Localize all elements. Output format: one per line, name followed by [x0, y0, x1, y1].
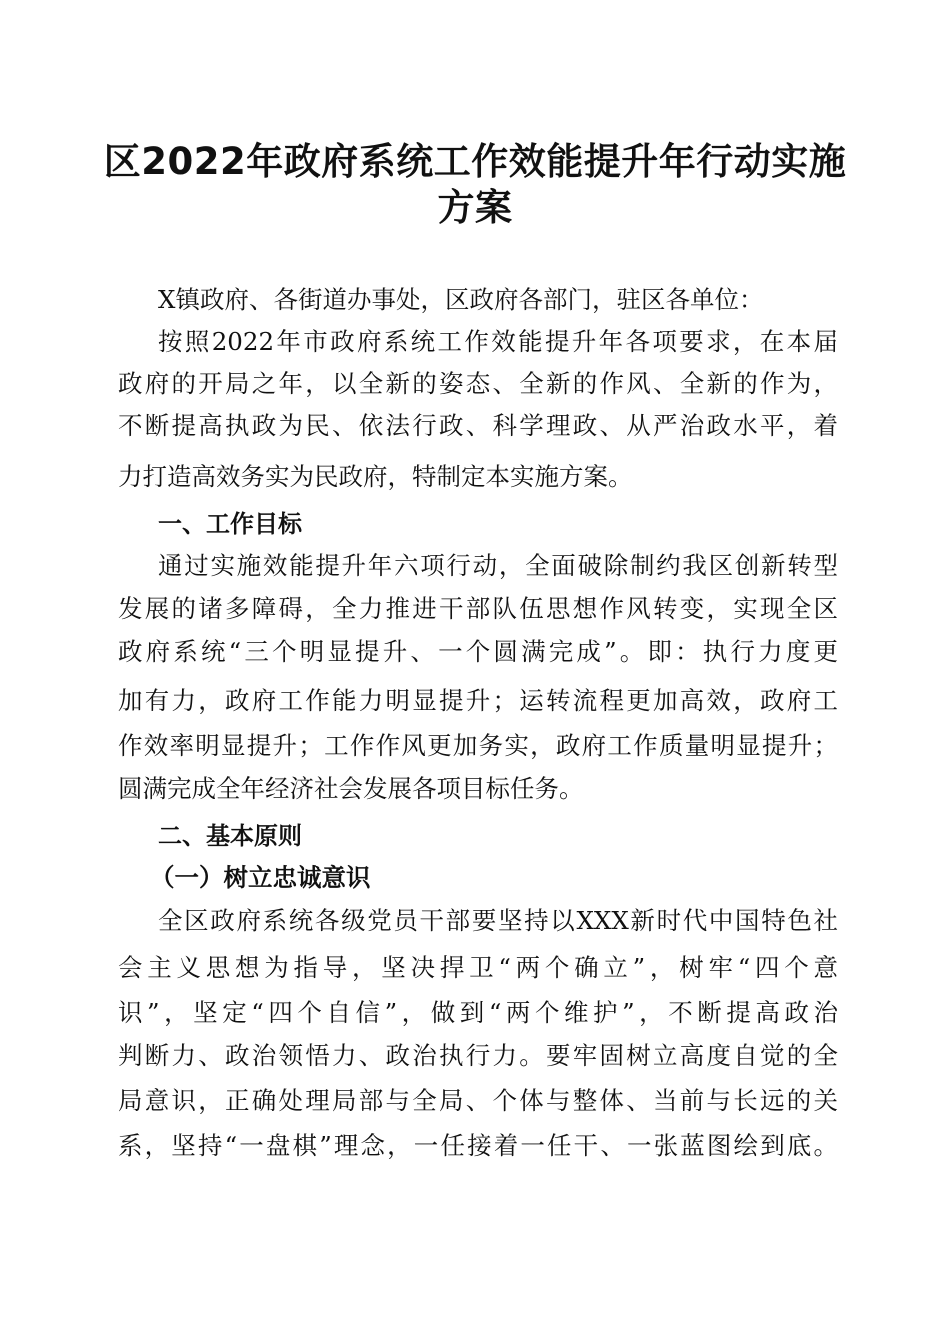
section1-line: 作效率明显提升；工作作风更加务实，政府工作质量明显提升； — [118, 731, 838, 760]
section2-line: 判断力、政治领悟力、政治执行力。要牢固树立高度自觉的全 — [118, 1041, 838, 1070]
intro-line: 不断提高执政为民、依法行政、科学理政、从严治政水平，着 — [118, 411, 838, 440]
section1-line: 发展的诸多障碍，全力推进干部队伍思想作风转变，实现全区 — [118, 594, 838, 623]
section-heading-goals: 一、工作目标 — [158, 510, 302, 538]
section1-line: 通过实施效能提升年六项行动，全面破除制约我区创新转型 — [158, 551, 838, 580]
salutation: X镇政府、各街道办事处，区政府各部门，驻区各单位： — [158, 285, 764, 314]
section2-line: 会主义思想为指导，坚决捍卫“两个确立”，树牢“四个意 — [118, 953, 838, 982]
section1-line: 政府系统“三个明显提升、一个圆满完成”。即：执行力度更 — [118, 637, 838, 666]
section2-line: 系，坚持“一盘棋”理念，一任接着一任干、一张蓝图绘到底。 — [118, 1131, 838, 1160]
section2-line: 识”，坚定“四个自信”，做到“两个维护”，不断提高政治 — [118, 998, 838, 1027]
intro-line: 力打造高效务实为民政府，特制定本实施方案。 — [118, 462, 633, 491]
section1-line: 加有力，政府工作能力明显提升；运转流程更加高效，政府工 — [118, 686, 838, 715]
section2-line: 局意识，正确处理局部与全局、个体与整体、当前与长远的关 — [118, 1086, 838, 1115]
intro-line: 按照2022年市政府系统工作效能提升年各项要求，在本届 — [158, 327, 838, 356]
intro-line: 政府的开局之年，以全新的姿态、全新的作风、全新的作为， — [118, 369, 838, 398]
section1-line: 圆满完成全年经济社会发展各项目标任务。 — [118, 774, 584, 803]
document-title-line-1: 区2022年政府系统工作效能提升年行动实施 — [103, 140, 847, 183]
section-heading-principles: 二、基本原则 — [158, 822, 302, 850]
section2-line: 全区政府系统各级党员干部要坚持以XXX新时代中国特色社 — [158, 906, 838, 935]
subsection-heading-loyalty: （一）树立忠诚意识 — [150, 863, 371, 892]
document-title-line-2: 方案 — [437, 186, 513, 229]
